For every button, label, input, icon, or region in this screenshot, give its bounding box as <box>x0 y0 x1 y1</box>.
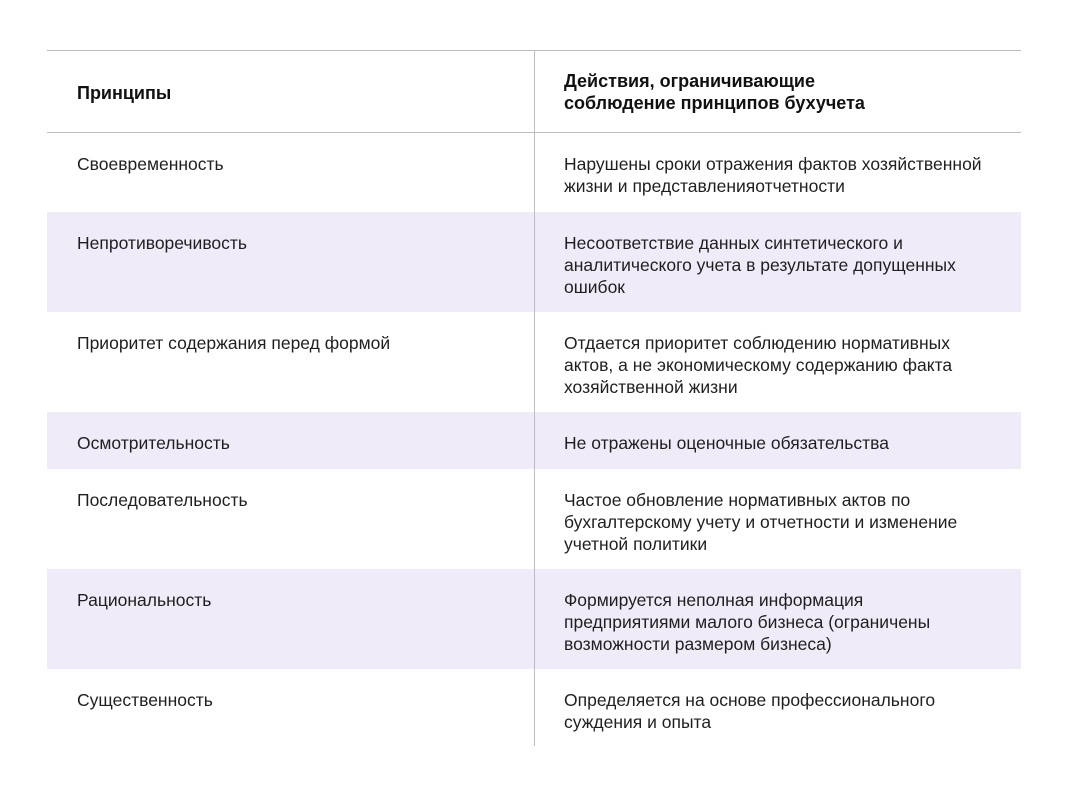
header-actions: Действия, ограничивающие соблюдение принципов бухучета <box>564 71 865 113</box>
principle-cell: Непротиворечивость <box>77 233 248 253</box>
principle-cell: Рациональность <box>77 590 212 610</box>
action-cell: Частое обновление нормативных актов по бухгалтерскому учету и отчетности и изменение учетной политики <box>564 490 958 554</box>
action-cell: Несоответствие данных синтетического и аналитического учета в результате допущенных ошибок <box>564 233 956 297</box>
principle-cell: Существенность <box>77 690 213 710</box>
action-cell: Формируется неполная информация предприятиями малого бизнеса (ограничены возможности размером бизнеса) <box>564 590 931 654</box>
column-divider <box>534 51 535 746</box>
action-cell: Не отражены оценочные обязательства <box>564 433 889 453</box>
principle-cell: Последовательность <box>77 490 248 510</box>
action-cell: Нарушены сроки отражения фактов хозяйственной жизни и представленияотчетности <box>564 154 982 196</box>
action-cell: Отдается приоритет соблюдению нормативных актов, а не экономическому содержанию факта хозяйственной жизни <box>564 333 953 397</box>
principle-cell: Осмотрительность <box>77 433 230 453</box>
principles-table <box>47 50 1021 748</box>
principle-cell: Приоритет содержания перед формой <box>77 333 391 353</box>
action-cell: Определяется на основе профессионального суждения и опыта <box>564 690 936 732</box>
principle-cell: Своевременность <box>77 154 224 174</box>
header-principles: Принципы <box>77 83 172 103</box>
